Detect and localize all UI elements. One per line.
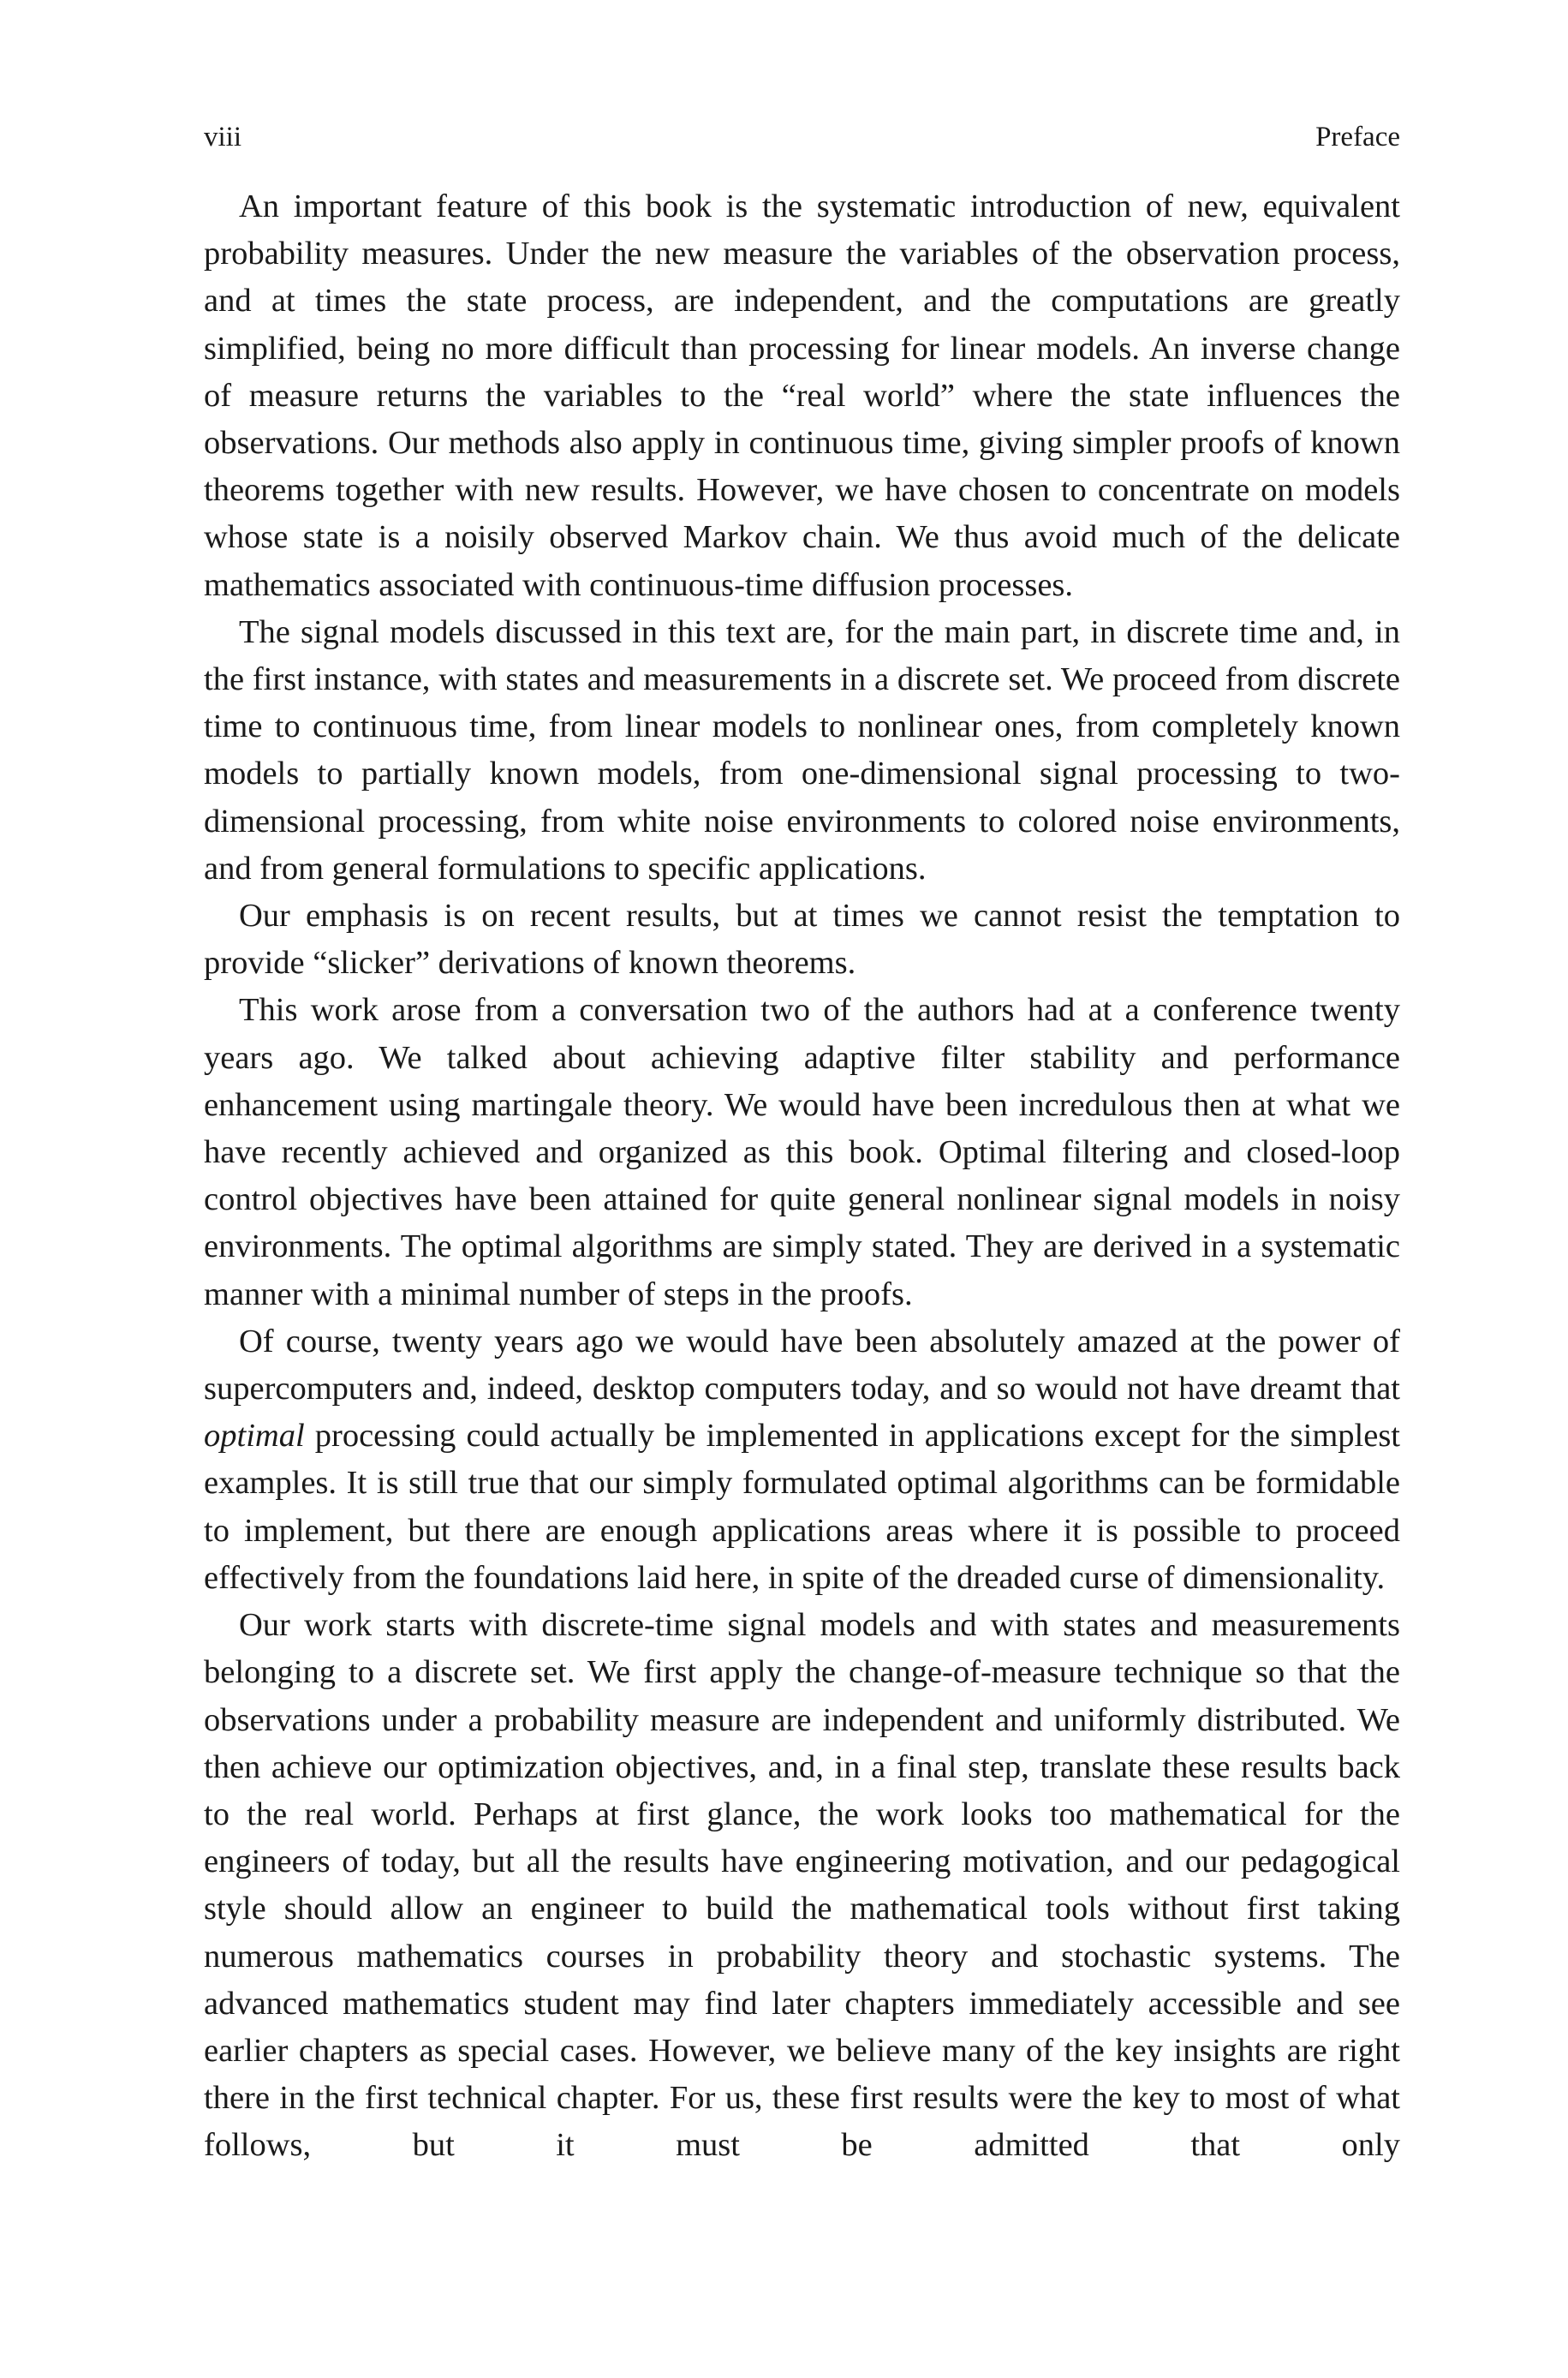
supercomputers-text-after: processing could actually be implemented in applications except for the simplest examples. It is still true that our simply formulated optimal algorithms can be formidable to implement, but there are enough applications areas where it is possible to proceed effectively from the foundations laid here, in spite of the dreaded curse of dimensionality. [204,1418,1400,1596]
paragraph-emphasis: Our emphasis is on recent results, but at times we cannot resist the temptation to provide “slicker” derivations of known theorems. [204,898,1400,982]
paragraph-approach: Our work starts with discrete-time signal models and with states and measurements belonging to a discrete set. We first apply the change-of-measure technique so that the observations under a probability measure are independent and uniformly distributed. We then achieve our optimization objectives, and, in a final step, translate these results back to the real world. Perhaps at first glance, the work looks too mathematical for the engineers of today, but all the results have engineering motivation, and our pedagogical style should allow an engineer to build the mathematical tools without first taking numerous mathematics courses in probability theory and stochastic systems. The advanced mathematics student may find later chapters immediately accessible and see earlier chapters as special cases. However, we believe many of the key insights are right there in the first technical chapter. For us, these first results were the key to most of what follows, but it must be admitted that only [204,1607,1400,2164]
page-number: viii [204,122,242,152]
supercomputers-text-before: Of course, twenty years ago we would have been absolutely amazed at the power of supercomputers and, indeed, desktop computers today, and so would not have dreamt that [204,1323,1400,1407]
running-title: Preface [1315,122,1400,152]
paragraph-origin: This work arose from a conversation two of the authors had at a conference twenty years ago. We talked about achieving adaptive filter stability and performance enhancement using martingale theory. We would have been incredulous then at what we have recently achieved and organized as this book. Optimal filtering and closed-loop control objectives have been attained for quite general nonlinear signal models in noisy environments. The optimal algorithms are simply stated. They are derived in a systematic manner with a minimal number of steps in the proofs. [204,992,1400,1312]
paragraph-equivalent-measures: An important feature of this book is the systematic introduction of new, equivalent probability measures. Under the new measure the variables of the observation process, and at times the state process, are independent, and the computations are greatly simplified, being no more difficult than processing for linear models. An inverse change of measure returns the variables to the “real world” where the state influences the observations. Our methods also apply in continuous time, giving simpler proofs of known theorems together with new results. However, we have chosen to concentrate on models whose state is a noisily observed Markov chain. We thus avoid much of the delicate mathematics associated with continuous-time diffusion processes. [204,188,1400,603]
optimal-emphasis: optimal [204,1418,305,1455]
paragraph-supercomputers [204,1318,1400,1602]
preface-body [204,183,1400,2170]
running-head [204,115,1400,159]
paragraph-signal-models: The signal models discussed in this text are, for the main part, in discrete time and, in the first instance, with states and measurements in a discrete set. We proceed from discrete time to continuous time, from linear models to nonlinear ones, from completely known models to partially known models, from one-dimensional signal processing to two-dimensional processing, from white noise environments to colored noise environments, and from general formulations to specific applications. [204,613,1400,887]
